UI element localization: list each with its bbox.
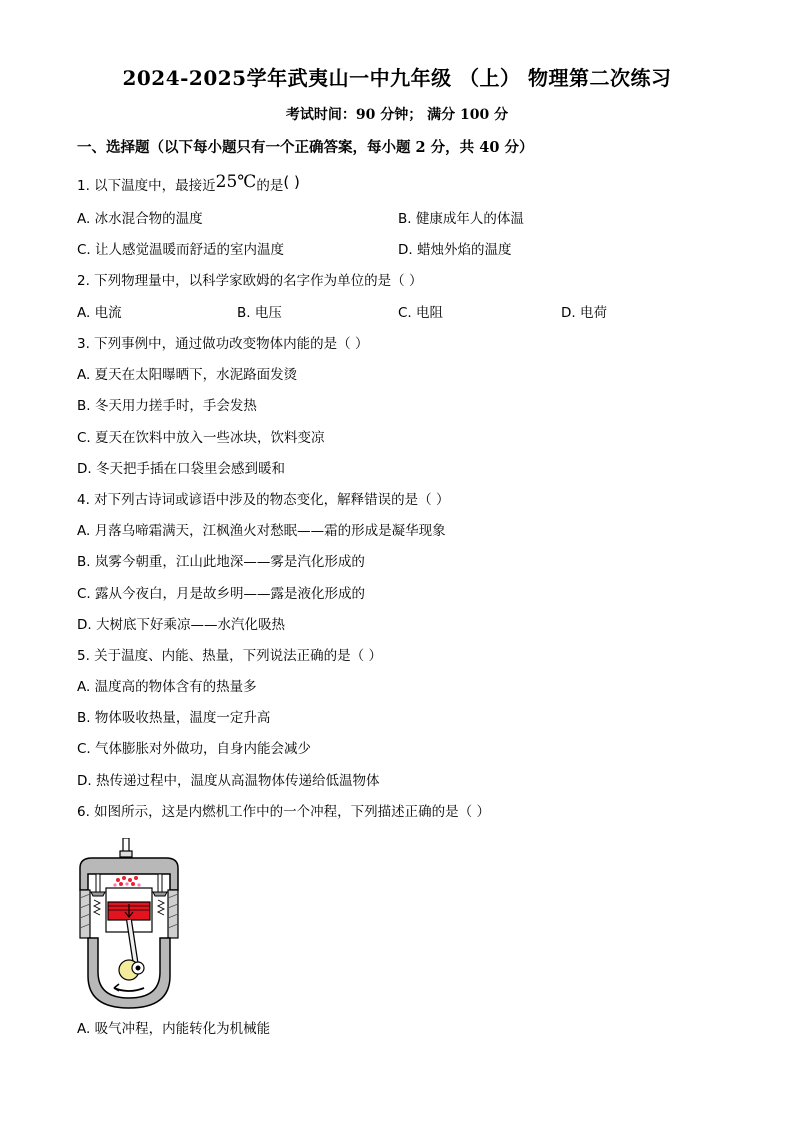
q4-option-b: B. 岚雾今朝重，江山此地深——雾是汽化形成的 bbox=[77, 554, 365, 570]
q1-option-d: D. 蜡烛外焰的温度 bbox=[398, 242, 512, 258]
section-heading: 一、选择题（以下每小题只有一个正确答案，每小题 2 分，共 40 分） bbox=[77, 139, 534, 156]
document-title: 2024-2025学年武夷山一中九年级 （上） 物理第二次练习 bbox=[122, 66, 672, 90]
q1-option-c: C. 让人感觉温暖而舒适的室内温度 bbox=[77, 242, 285, 258]
q5-option-a: A. 温度高的物体含有的热量多 bbox=[77, 679, 257, 695]
q2-option-c: C. 电阻 bbox=[398, 305, 444, 321]
question-4-stem: 4. 对下列古诗词或谚语中涉及的物态变化，解释错误的是（ ） bbox=[77, 492, 450, 508]
question-5-stem: 5. 关于温度、内能、热量，下列说法正确的是（ ） bbox=[77, 648, 382, 664]
question-1-stem-suffix: 的是 bbox=[256, 178, 284, 194]
q2-option-b: B. 电压 bbox=[237, 305, 282, 321]
q5-option-c: C. 气体膨胀对外做功，自身内能会减少 bbox=[77, 741, 312, 757]
temperature-value: 25℃ bbox=[215, 172, 257, 192]
q3-option-d: D. 冬天把手插在口袋里会感到暖和 bbox=[77, 461, 285, 477]
q3-option-b: B. 冬天用力搓手时，手会发热 bbox=[77, 398, 257, 414]
q1-option-a: A. 冰水混合物的温度 bbox=[77, 211, 203, 227]
q4-option-d: D. 大树底下好乘凉——水汽化吸热 bbox=[77, 617, 285, 633]
q3-option-a: A. 夏天在太阳曝晒下，水泥路面发烫 bbox=[77, 367, 298, 383]
q3-option-c: C. 夏天在饮料中放入一些冰块，饮料变凉 bbox=[77, 430, 325, 446]
question-1-stem-text: 1. 以下温度中，最接近 bbox=[77, 178, 216, 194]
q2-option-a: A. 电流 bbox=[77, 305, 122, 321]
q5-option-d: D. 热传递过程中，温度从高温物体传递给低温物体 bbox=[77, 773, 380, 789]
q4-option-a: A. 月落乌啼霜满天，江枫渔火对愁眠——霜的形成是凝华现象 bbox=[77, 523, 446, 539]
question-6-stem: 6. 如图所示，这是内燃机工作中的一个冲程，下列描述正确的是（ ） bbox=[77, 804, 490, 820]
question-3-stem: 3. 下列事例中，通过做功改变物体内能的是（ ） bbox=[77, 336, 369, 352]
q4-option-c: C. 露从今夜白，月是故乡明——露是液化形成的 bbox=[77, 586, 366, 602]
answer-blank: ( ) bbox=[283, 173, 300, 191]
exam-info: 考试时间：90 分钟； 满分 100 分 bbox=[285, 107, 509, 123]
q6-option-a: A. 吸气冲程，内能转化为机械能 bbox=[77, 1021, 271, 1037]
q2-option-d: D. 电荷 bbox=[561, 305, 607, 321]
question-1-stem bbox=[77, 172, 300, 195]
q1-option-b: B. 健康成年人的体温 bbox=[398, 211, 524, 227]
q5-option-b: B. 物体吸收热量，温度一定升高 bbox=[77, 710, 271, 726]
engine-stroke-diagram bbox=[74, 838, 184, 1010]
question-2-stem: 2. 下列物理量中，以科学家欧姆的名字作为单位的是（ ） bbox=[77, 273, 423, 289]
